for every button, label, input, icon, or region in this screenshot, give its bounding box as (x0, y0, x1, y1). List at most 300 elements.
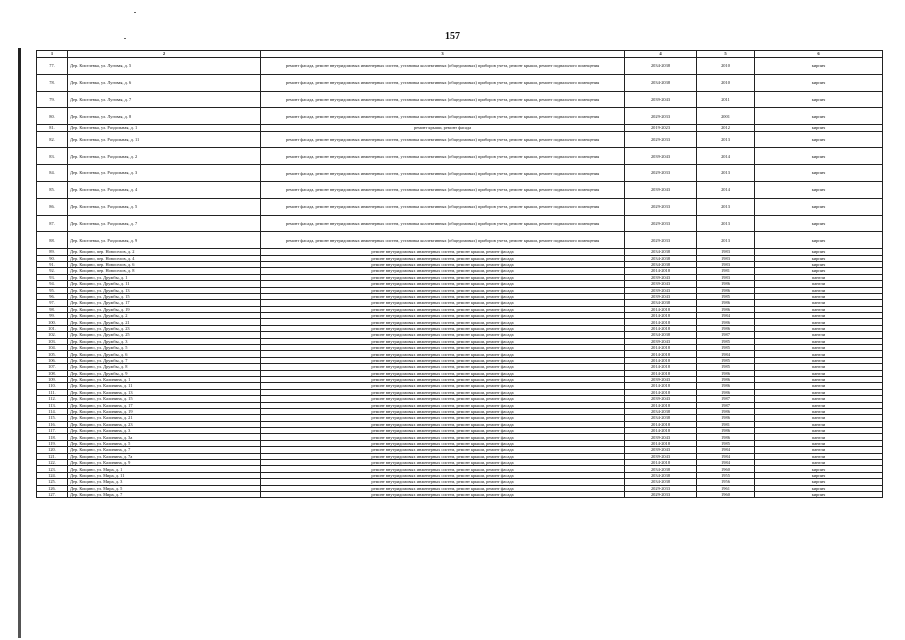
table-row (37, 131, 883, 148)
address-cell: Дер. Кощино, ул. Калинина, д. 17 (68, 402, 261, 408)
repair-period-cell: 2034-2038 (625, 58, 697, 75)
address-cell: Дер. Киселевка, ул. Луговая, д. 8 (68, 108, 261, 125)
build-year-cell: 1986 (697, 415, 755, 421)
repair-period-cell: 2039-2043 (625, 447, 697, 453)
wall-material-cell: кирпич (755, 131, 883, 148)
wall-material-cell: панели (755, 440, 883, 446)
row-number: 100. (37, 319, 68, 325)
repair-period-cell: 2014-2018 (625, 345, 697, 351)
build-year-cell: 2013 (697, 198, 755, 215)
row-number: 125. (37, 479, 68, 485)
address-cell: Дер. Кощино, пер. Новоселов, д. 2 (68, 249, 261, 255)
works-cell: ремонт внутридомовых инженерных систем, ремонт крыши, ремонт фасада (261, 428, 625, 434)
table-row (37, 198, 883, 215)
repair-period-cell: 2034-2038 (625, 261, 697, 267)
repair-period-cell: 2039-2043 (625, 396, 697, 402)
wall-material-cell: панели (755, 319, 883, 325)
address-cell: Дер. Кощино, ул. Калинина, д. 1 (68, 376, 261, 382)
wall-material-cell: панели (755, 345, 883, 351)
repair-period-cell: 2014-2018 (625, 364, 697, 370)
row-number: 119. (37, 440, 68, 446)
address-cell: Дер. Кощино, ул. Калинина, д. 19 (68, 408, 261, 414)
repair-period-cell: 2039-2043 (625, 434, 697, 440)
wall-material-cell: панели (755, 383, 883, 389)
works-cell: ремонт внутридомовых инженерных систем, ремонт крыши, ремонт фасада (261, 281, 625, 287)
wall-material-cell: панели (755, 408, 883, 414)
table-row (37, 181, 883, 198)
wall-material-cell: кирпич (755, 165, 883, 182)
address-cell: Дер. Киселевка, ул. Раздольная, д. 2 (68, 148, 261, 165)
works-cell: ремонт внутридомовых инженерных систем, ремонт крыши, ремонт фасада (261, 383, 625, 389)
address-cell: Дер. Кощино, ул. Калинина, д. 9 (68, 460, 261, 466)
wall-material-cell: кирпич (755, 268, 883, 274)
address-cell: Дер. Кощино, ул. Дружбы, д. 8 (68, 364, 261, 370)
row-number: 103. (37, 338, 68, 344)
build-year-cell: 1986 (697, 325, 755, 331)
build-year-cell: 2010 (697, 74, 755, 91)
table-row (37, 492, 883, 498)
build-year-cell: 1955 (697, 472, 755, 478)
address-cell: Дер. Кощино, ул. Дружбы, д. 6 (68, 351, 261, 357)
repair-period-cell: 2034-2038 (625, 74, 697, 91)
address-cell: Дер. Кощино, пер. Новоселов, д. 4 (68, 255, 261, 261)
build-year-cell: 1986 (697, 428, 755, 434)
scan-left-edge (18, 48, 21, 638)
address-cell: Дер. Киселевка, ул. Луговая, д. 7 (68, 91, 261, 108)
repair-period-cell: 2029-2033 (625, 165, 697, 182)
row-number: 93. (37, 274, 68, 280)
row-number: 89. (37, 249, 68, 255)
wall-material-cell: кирпич (755, 215, 883, 232)
works-cell: ремонт внутридомовых инженерных систем, ремонт крыши, ремонт фасада (261, 293, 625, 299)
row-number: 124. (37, 472, 68, 478)
table-row (37, 74, 883, 91)
repair-period-cell: 2014-2018 (625, 325, 697, 331)
repair-period-cell: 2034-2038 (625, 479, 697, 485)
row-number: 118. (37, 434, 68, 440)
works-cell: ремонт внутридомовых инженерных систем, ремонт крыши, ремонт фасада (261, 396, 625, 402)
address-cell: Дер. Кощино, ул. Дружбы, д. 17 (68, 300, 261, 306)
works-cell: ремонт внутридомовых инженерных систем, ремонт крыши, ремонт фасада (261, 325, 625, 331)
address-cell: Дер. Кощино, ул. Дружбы, д. 25 (68, 332, 261, 338)
row-number: 113. (37, 402, 68, 408)
build-year-cell: 1983 (697, 255, 755, 261)
wall-material-cell: панели (755, 357, 883, 363)
row-number: 96. (37, 293, 68, 299)
repair-period-cell: 2039-2043 (625, 293, 697, 299)
works-cell: ремонт внутридомовых инженерных систем, ремонт крыши, ремонт фасада (261, 466, 625, 472)
build-year-cell: 1984 (697, 460, 755, 466)
address-cell: Дер. Кощино, пер. Новоселов, д. 8 (68, 268, 261, 274)
works-cell: ремонт фасада, ремонт внутридомовых инженерных систем, установка коллективных (общедомовых) приборов учета, ремонт крыши, ремонт подвального помещения (261, 74, 625, 91)
address-cell: Дер. Кощино, ул. Мира, д. 11 (68, 472, 261, 478)
wall-material-cell: панели (755, 325, 883, 331)
build-year-cell: 2014 (697, 181, 755, 198)
repair-period-cell: 2014-2018 (625, 440, 697, 446)
repair-period-cell: 2039-2043 (625, 91, 697, 108)
wall-material-cell: панели (755, 300, 883, 306)
build-year-cell: 1986 (697, 306, 755, 312)
build-year-cell: 1984 (697, 313, 755, 319)
row-number: 90. (37, 255, 68, 261)
wall-material-cell: кирпич (755, 492, 883, 498)
wall-material-cell: панели (755, 434, 883, 440)
works-cell: ремонт фасада, ремонт внутридомовых инженерных систем, установка коллективных (общедомовых) приборов учета, ремонт крыши, ремонт подвального помещения (261, 131, 625, 148)
works-cell: ремонт фасада, ремонт внутридомовых инженерных систем, установка коллективных (общедомовых) приборов учета, ремонт крыши, ремонт подвального помещения (261, 215, 625, 232)
row-number: 109. (37, 376, 68, 382)
wall-material-cell: панели (755, 396, 883, 402)
works-cell: ремонт фасада, ремонт внутридомовых инженерных систем, установка коллективных (общедомовых) приборов учета, ремонт крыши, ремонт подвального помещения (261, 181, 625, 198)
wall-material-cell: кирпич (755, 108, 883, 125)
build-year-cell: 1960 (697, 466, 755, 472)
address-cell: Дер. Киселевка, ул. Раздольная, д. 4 (68, 181, 261, 198)
repair-period-cell: 2014-2018 (625, 268, 697, 274)
row-number: 94. (37, 281, 68, 287)
repair-period-cell: 2014-2018 (625, 383, 697, 389)
page-number: 157 (445, 31, 460, 42)
column-number: 3 (261, 51, 625, 58)
row-number: 101. (37, 325, 68, 331)
row-number: 81. (37, 125, 68, 131)
build-year-cell: 1985 (697, 293, 755, 299)
works-cell: ремонт внутридомовых инженерных систем, ремонт крыши, ремонт фасада (261, 376, 625, 382)
wall-material-cell: панели (755, 313, 883, 319)
address-cell: Дер. Кощино, ул. Дружбы, д. 13 (68, 287, 261, 293)
repair-period-cell: 2014-2018 (625, 313, 697, 319)
wall-material-cell: кирпич (755, 466, 883, 472)
repair-period-cell: 2039-2043 (625, 274, 697, 280)
row-number: 83. (37, 148, 68, 165)
row-number: 92. (37, 268, 68, 274)
build-year-cell: 1986 (697, 383, 755, 389)
table-row (37, 232, 883, 249)
works-cell: ремонт внутридомовых инженерных систем, ремонт крыши, ремонт фасада (261, 447, 625, 453)
address-cell: Дер. Кощино, ул. Калинина, д. 23 (68, 421, 261, 427)
works-cell: ремонт внутридомовых инженерных систем, ремонт крыши, ремонт фасада (261, 306, 625, 312)
row-number: 107. (37, 364, 68, 370)
address-cell: Дер. Кощино, ул. Калинина, д. 7 (68, 447, 261, 453)
row-number: 98. (37, 306, 68, 312)
works-cell: ремонт внутридомовых инженерных систем, ремонт крыши, ремонт фасада (261, 389, 625, 395)
table-row (37, 215, 883, 232)
wall-material-cell: кирпич (755, 181, 883, 198)
address-cell: Дер. Кощино, ул. Дружбы, д. 11 (68, 281, 261, 287)
build-year-cell: 1985 (697, 364, 755, 370)
address-cell: Дер. Киселевка, ул. Луговая, д. 5 (68, 58, 261, 75)
repair-period-cell: 2029-2033 (625, 215, 697, 232)
works-cell: ремонт внутридомовых инженерных систем, ремонт крыши, ремонт фасада (261, 408, 625, 414)
row-number: 122. (37, 460, 68, 466)
build-year-cell: 1984 (697, 351, 755, 357)
works-cell: ремонт внутридомовых инженерных систем, ремонт крыши, ремонт фасада (261, 300, 625, 306)
works-cell: ремонт внутридомовых инженерных систем, ремонт крыши, ремонт фасада (261, 402, 625, 408)
repair-period-cell: 2029-2033 (625, 108, 697, 125)
build-year-cell: 1985 (697, 338, 755, 344)
works-cell: ремонт внутридомовых инженерных систем, ремонт крыши, ремонт фасада (261, 345, 625, 351)
column-number-row (37, 51, 883, 58)
repair-period-cell: 2014-2018 (625, 370, 697, 376)
wall-material-cell: панели (755, 332, 883, 338)
row-number: 102. (37, 332, 68, 338)
address-cell: Дер. Кощино, ул. Дружбы, д. 23 (68, 325, 261, 331)
row-number: 82. (37, 131, 68, 148)
repair-period-cell: 2014-2018 (625, 460, 697, 466)
row-number: 87. (37, 215, 68, 232)
build-year-cell: 2013 (697, 165, 755, 182)
row-number: 111. (37, 389, 68, 395)
wall-material-cell: кирпич (755, 472, 883, 478)
row-number: 117. (37, 428, 68, 434)
wall-material-cell: панели (755, 281, 883, 287)
works-cell: ремонт внутридомовых инженерных систем, ремонт крыши, ремонт фасада (261, 255, 625, 261)
works-cell: ремонт внутридомовых инженерных систем, ремонт крыши, ремонт фасада (261, 479, 625, 485)
address-cell: Дер. Кощино, ул. Калинина, д. 5 (68, 440, 261, 446)
wall-material-cell: панели (755, 338, 883, 344)
build-year-cell: 1986 (697, 319, 755, 325)
works-cell: ремонт внутридомовых инженерных систем, ремонт крыши, ремонт фасада (261, 370, 625, 376)
build-year-cell: 1986 (697, 287, 755, 293)
works-cell: ремонт фасада, ремонт внутридомовых инженерных систем, установка коллективных (общедомовых) приборов учета, ремонт крыши, ремонт подвального помещения (261, 165, 625, 182)
row-number: 86. (37, 198, 68, 215)
wall-material-cell: панели (755, 370, 883, 376)
address-cell: Дер. Кощино, ул. Дружбы, д. 5 (68, 345, 261, 351)
address-cell: Дер. Кощино, ул. Калинина, д. 13 (68, 389, 261, 395)
row-number: 126. (37, 485, 68, 491)
table-row (37, 58, 883, 75)
works-cell: ремонт внутридомовых инженерных систем, ремонт крыши, ремонт фасада (261, 472, 625, 478)
repair-period-cell: 2039-2043 (625, 453, 697, 459)
build-year-cell: 1986 (697, 389, 755, 395)
row-number: 106. (37, 357, 68, 363)
build-year-cell: 1986 (697, 376, 755, 382)
build-year-cell: 1986 (697, 300, 755, 306)
address-cell: Дер. Кощино, ул. Дружбы, д. 9 (68, 370, 261, 376)
build-year-cell: 1985 (697, 345, 755, 351)
address-cell: Дер. Кощино, ул. Дружбы, д. 7 (68, 357, 261, 363)
repair-period-cell: 2014-2018 (625, 357, 697, 363)
repair-period-cell: 2034-2038 (625, 472, 697, 478)
address-cell: Дер. Киселевка, ул. Раздольная, д. 3 (68, 165, 261, 182)
row-number: 123. (37, 466, 68, 472)
row-number: 120. (37, 447, 68, 453)
scan-speck (134, 12, 136, 13)
row-number: 127. (37, 492, 68, 498)
wall-material-cell: кирпич (755, 125, 883, 131)
build-year-cell: 1956 (697, 479, 755, 485)
works-cell: ремонт внутридомовых инженерных систем, ремонт крыши, ремонт фасада (261, 421, 625, 427)
wall-material-cell: панели (755, 453, 883, 459)
build-year-cell: 1981 (697, 421, 755, 427)
row-number: 121. (37, 453, 68, 459)
build-year-cell: 1987 (697, 332, 755, 338)
works-cell: ремонт фасада, ремонт внутридомовых инженерных систем, установка коллективных (общедомовых) приборов учета, ремонт крыши, ремонт подвального помещения (261, 198, 625, 215)
repair-period-cell: 2039-2043 (625, 148, 697, 165)
address-cell: Дер. Кощино, ул. Мира, д. 7 (68, 492, 261, 498)
row-number: 112. (37, 396, 68, 402)
row-number: 114. (37, 408, 68, 414)
address-cell: Дер. Киселевка, ул. Луговая, д. 6 (68, 74, 261, 91)
row-number: 97. (37, 300, 68, 306)
repair-period-cell: 2029-2033 (625, 131, 697, 148)
repair-period-cell: 2039-2043 (625, 338, 697, 344)
wall-material-cell: кирпич (755, 479, 883, 485)
address-cell: Дер. Кощино, ул. Калинина, д. 11 (68, 383, 261, 389)
wall-material-cell: кирпич (755, 91, 883, 108)
row-number: 105. (37, 351, 68, 357)
build-year-cell: 1986 (697, 281, 755, 287)
address-cell: Дер. Киселевка, ул. Раздольная, д. 1 (68, 125, 261, 131)
wall-material-cell: панели (755, 421, 883, 427)
works-cell: ремонт внутридомовых инженерных систем, ремонт крыши, ремонт фасада (261, 453, 625, 459)
works-cell: ремонт внутридомовых инженерных систем, ремонт крыши, ремонт фасада (261, 268, 625, 274)
wall-material-cell: панели (755, 287, 883, 293)
table-row (37, 91, 883, 108)
address-cell: Дер. Кощино, ул. Дружбы, д. 2 (68, 313, 261, 319)
works-cell: ремонт внутридомовых инженерных систем, ремонт крыши, ремонт фасада (261, 357, 625, 363)
build-year-cell: 2010 (697, 58, 755, 75)
build-year-cell: 2012 (697, 125, 755, 131)
column-number: 2 (68, 51, 261, 58)
build-year-cell: 1985 (697, 357, 755, 363)
wall-material-cell: кирпич (755, 198, 883, 215)
housing-registry-table (36, 50, 883, 498)
build-year-cell: 1986 (697, 408, 755, 414)
repair-period-cell: 2019-2023 (625, 125, 697, 131)
address-cell: Дер. Кощино, пер. Новоселов, д. 6 (68, 261, 261, 267)
repair-period-cell: 2029-2033 (625, 198, 697, 215)
row-number: 95. (37, 287, 68, 293)
works-cell: ремонт внутридомовых инженерных систем, ремонт крыши, ремонт фасада (261, 364, 625, 370)
repair-period-cell: 2039-2043 (625, 281, 697, 287)
address-cell: Дер. Кощино, ул. Калинина, д. 21 (68, 415, 261, 421)
build-year-cell: 1984 (697, 447, 755, 453)
repair-period-cell: 2034-2038 (625, 415, 697, 421)
repair-period-cell: 2039-2043 (625, 181, 697, 198)
works-cell: ремонт внутридомовых инженерных систем, ремонт крыши, ремонт фасада (261, 287, 625, 293)
build-year-cell: 1960 (697, 492, 755, 498)
works-cell: ремонт внутридомовых инженерных систем, ремонт крыши, ремонт фасада (261, 485, 625, 491)
wall-material-cell: панели (755, 351, 883, 357)
works-cell: ремонт внутридомовых инженерных систем, ремонт крыши, ремонт фасада (261, 249, 625, 255)
build-year-cell: 2001 (697, 108, 755, 125)
row-number: 110. (37, 383, 68, 389)
table-row (37, 108, 883, 125)
works-cell: ремонт внутридомовых инженерных систем, ремонт крыши, ремонт фасада (261, 261, 625, 267)
row-number: 99. (37, 313, 68, 319)
works-cell: ремонт внутридомовых инженерных систем, ремонт крыши, ремонт фасада (261, 313, 625, 319)
wall-material-cell: панели (755, 376, 883, 382)
build-year-cell: 1986 (697, 370, 755, 376)
repair-period-cell: 2014-2018 (625, 306, 697, 312)
address-cell: Дер. Киселевка, ул. Раздольная, д. 7 (68, 215, 261, 232)
row-number: 91. (37, 261, 68, 267)
address-cell: Дер. Кощино, ул. Калинина, д. 3 (68, 428, 261, 434)
wall-material-cell: панели (755, 364, 883, 370)
build-year-cell: 1981 (697, 268, 755, 274)
works-cell: ремонт фасада, ремонт внутридомовых инженерных систем, установка коллективных (общедомовых) приборов учета, ремонт крыши, ремонт подвального помещения (261, 108, 625, 125)
address-cell: Дер. Кощино, ул. Мира, д. 3 (68, 479, 261, 485)
build-year-cell: 2013 (697, 232, 755, 249)
row-number: 77. (37, 58, 68, 75)
repair-period-cell: 2014-2018 (625, 402, 697, 408)
works-cell: ремонт фасада, ремонт внутридомовых инженерных систем, установка коллективных (общедомовых) приборов учета, ремонт крыши, ремонт подвального помещения (261, 232, 625, 249)
table-row (37, 148, 883, 165)
wall-material-cell: панели (755, 447, 883, 453)
row-number: 115. (37, 415, 68, 421)
build-year-cell: 2014 (697, 148, 755, 165)
wall-material-cell: кирпич (755, 74, 883, 91)
works-cell: ремонт внутридомовых инженерных систем, ремонт крыши, ремонт фасада (261, 338, 625, 344)
wall-material-cell: панели (755, 293, 883, 299)
build-year-cell: 1983 (697, 274, 755, 280)
works-cell: ремонт фасада, ремонт внутридомовых инженерных систем, установка коллективных (общедомовых) приборов учета, ремонт крыши, ремонт подвального помещения (261, 91, 625, 108)
wall-material-cell: кирпич (755, 148, 883, 165)
row-number: 88. (37, 232, 68, 249)
address-cell: Дер. Кощино, ул. Дружбы, д. 1 (68, 274, 261, 280)
repair-period-cell: 2014-2018 (625, 389, 697, 395)
address-cell: Дер. Кощино, ул. Калинина, д. 3а (68, 434, 261, 440)
repair-period-cell: 2034-2038 (625, 332, 697, 338)
wall-material-cell: кирпич (755, 232, 883, 249)
build-year-cell: 1983 (697, 249, 755, 255)
column-number: 6 (755, 51, 883, 58)
repair-period-cell: 2014-2018 (625, 351, 697, 357)
works-cell: ремонт фасада, ремонт внутридомовых инженерных систем, установка коллективных (общедомовых) приборов учета, ремонт крыши, ремонт подвального помещения (261, 58, 625, 75)
build-year-cell: 1983 (697, 261, 755, 267)
repair-period-cell: 2039-2043 (625, 287, 697, 293)
build-year-cell: 1984 (697, 453, 755, 459)
column-number: 5 (697, 51, 755, 58)
wall-material-cell: панели (755, 460, 883, 466)
wall-material-cell: кирпич (755, 261, 883, 267)
works-cell: ремонт внутридомовых инженерных систем, ремонт крыши, ремонт фасада (261, 332, 625, 338)
repair-period-cell: 2029-2033 (625, 492, 697, 498)
table-row (37, 165, 883, 182)
wall-material-cell: кирпич (755, 58, 883, 75)
column-number: 1 (37, 51, 68, 58)
works-cell: ремонт внутридомовых инженерных систем, ремонт крыши, ремонт фасада (261, 415, 625, 421)
address-cell: Дер. Кощино, ул. Дружбы, д. 21 (68, 319, 261, 325)
address-cell: Дер. Киселевка, ул. Раздольная, д. 11 (68, 131, 261, 148)
build-year-cell: 2011 (697, 91, 755, 108)
repair-period-cell: 2039-2043 (625, 376, 697, 382)
row-number: 108. (37, 370, 68, 376)
build-year-cell: 1985 (697, 440, 755, 446)
wall-material-cell: кирпич (755, 249, 883, 255)
works-cell: ремонт внутридомовых инженерных систем, ремонт крыши, ремонт фасада (261, 351, 625, 357)
repair-period-cell: 2034-2038 (625, 408, 697, 414)
repair-period-cell: 2034-2038 (625, 255, 697, 261)
address-cell: Дер. Кощино, ул. Мира, д. 1 (68, 466, 261, 472)
build-year-cell: 1961 (697, 485, 755, 491)
repair-period-cell: 2029-2033 (625, 485, 697, 491)
address-cell: Дер. Кощино, ул. Калинина, д. 7а (68, 453, 261, 459)
address-cell: Дер. Кощино, ул. Калинина, д. 15 (68, 396, 261, 402)
works-cell: ремонт внутридомовых инженерных систем, ремонт крыши, ремонт фасада (261, 440, 625, 446)
works-cell: ремонт внутридомовых инженерных систем, ремонт крыши, ремонт фасада (261, 319, 625, 325)
works-cell: ремонт крыши, ремонт фасада (261, 125, 625, 131)
row-number: 84. (37, 165, 68, 182)
address-cell: Дер. Кощино, ул. Дружбы, д. 19 (68, 306, 261, 312)
works-cell: ремонт внутридомовых инженерных систем, ремонт крыши, ремонт фасада (261, 274, 625, 280)
row-number: 85. (37, 181, 68, 198)
address-cell: Дер. Киселевка, ул. Раздольная, д. 9 (68, 232, 261, 249)
repair-period-cell: 2014-2018 (625, 319, 697, 325)
wall-material-cell: панели (755, 415, 883, 421)
wall-material-cell: панели (755, 274, 883, 280)
row-number: 79. (37, 91, 68, 108)
repair-period-cell: 2029-2033 (625, 232, 697, 249)
